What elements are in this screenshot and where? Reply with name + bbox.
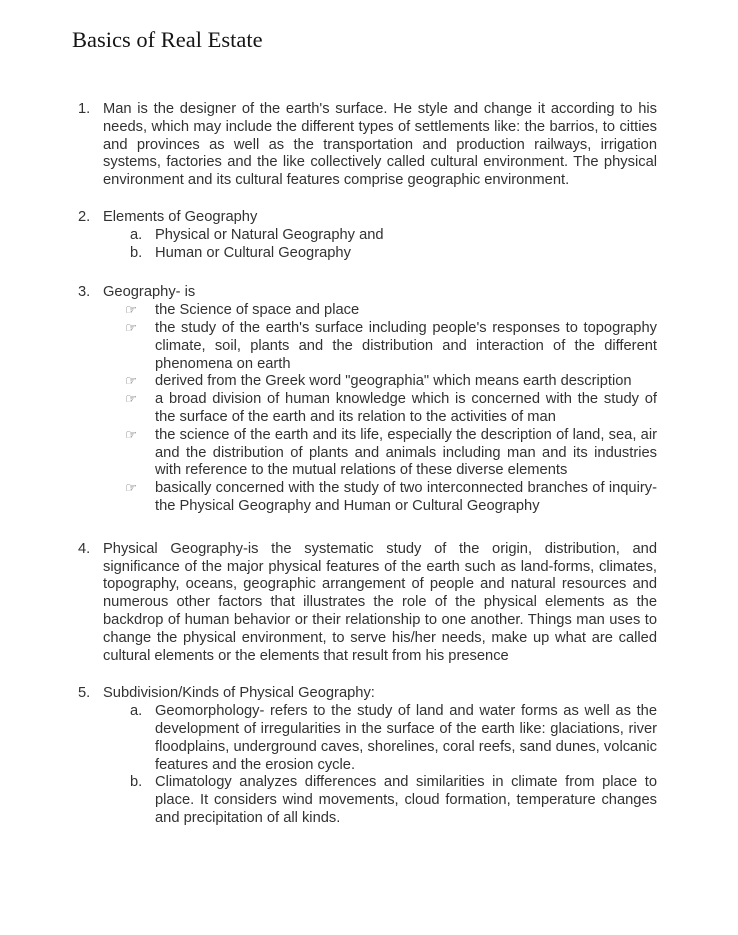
item-number: 4. [78, 540, 91, 557]
bullet-text: derived from the Greek word "geographia" which means earth description [155, 373, 632, 390]
pointing-hand-icon: ☞ [124, 392, 138, 408]
pointing-hand-icon: ☞ [124, 481, 138, 497]
item-number: 3. [78, 284, 91, 301]
numbered-list [78, 101, 657, 828]
list-item-5 [78, 685, 657, 827]
item-text: Subdivision/Kinds of Physical Geography: [103, 685, 375, 702]
item-number: 1. [78, 101, 91, 117]
subitem-text: Geomorphology- refers to the study of land and water forms as well as the development of irregularities in the surface of the earth like: glaciations, river floodplains, underground caves, shorelines, coral reefs, sand dunes, volcanic features and the erosion cycle. [155, 703, 657, 773]
hand-bullet-item [103, 427, 657, 480]
subitem-text: Climatology analyzes differences and similarities in climate from place to place. It considers wind movements, cloud formation, temperature changes and precipitation of all kinds. [155, 774, 657, 826]
subitem-label [103, 227, 155, 245]
letter-subitem [103, 703, 657, 774]
item-text: Man is the designer of the earth's surface. He style and change it according to his needs, which may include the different types of settlements like: the barrios, to citties and provinces as well as the transportation and production railways, irrigation systems, factories and the like collectively called cultural environment. The physical environment and its cultural features comprise geographic environment. [103, 101, 657, 189]
subitem-text: Physical or Natural Geography and [155, 226, 384, 243]
bullet-marker [103, 391, 155, 427]
list-item-2 [78, 209, 657, 262]
hand-bullet-item [103, 480, 657, 516]
pointing-hand-icon: ☞ [124, 320, 138, 336]
item-text: Geography- is [103, 284, 196, 301]
list-item-4 [78, 541, 657, 666]
pointing-hand-icon: ☞ [124, 303, 138, 319]
item-number: 2. [78, 208, 91, 225]
item-number: 5. [78, 685, 91, 702]
item-content [103, 541, 657, 666]
pointing-hand-icon: ☞ [124, 374, 138, 390]
item-text: Physical Geography-is the systematic study of the origin, distribution, and significance of the major physical features of the earth such as land-forms, climates, topography, oceans, geographic arrangement of people and natural resources and numerous other factors that illustrates the role of the physical elements as the backdrop of human behavior or their relationship to one another. Things man uses to change the physical environment, to serve his/her needs, make up what are called cultural elements or the elements that result from his presence [103, 540, 657, 664]
letter-subitem [103, 774, 657, 827]
subitem-label-text: b. [130, 774, 143, 791]
subitem-label [103, 245, 155, 263]
item-content [103, 685, 657, 827]
document-title: Basics of Real Estate [72, 27, 263, 52]
item-content [103, 209, 657, 262]
subitem-label [103, 774, 155, 827]
bullet-marker [103, 320, 155, 373]
bullet-text: the study of the earth's surface including people's responses to topography climate, soil, plants and the distribution and interaction of the different phenomena on earth [155, 319, 657, 372]
item-content [103, 101, 657, 190]
bullet-text: the science of the earth and its life, especially the description of land, sea, air and the distribution of plants and animals including man and its industries with reference to the mutual relations of these diverse elements [155, 426, 657, 479]
hand-bullet-item [103, 391, 657, 427]
hand-bullet-item [103, 302, 657, 320]
bullet-marker [103, 427, 155, 480]
subitem-label-text: a. [130, 226, 143, 243]
letter-subitem [103, 245, 657, 263]
item-content [103, 284, 657, 515]
bullet-text: a broad division of human knowledge which is concerned with the study of the surface of the earth and its relation to the activities of man [155, 391, 657, 425]
bullet-marker [103, 480, 155, 516]
item-text: Elements of Geography [103, 208, 258, 225]
bullet-text: basically concerned with the study of two interconnected branches of inquiry- the Physical Geography and Human or Cultural Geography [155, 480, 657, 514]
bullet-marker [103, 373, 155, 391]
pointing-hand-icon: ☞ [124, 427, 138, 443]
bullet-text: the Science of space and place [155, 302, 360, 319]
bullet-marker [103, 302, 155, 320]
hand-bullet-item [103, 373, 657, 391]
list-item-1 [78, 101, 657, 190]
subitem-label-text: b. [130, 244, 143, 261]
subitem-label [103, 703, 155, 774]
subitem-text: Human or Cultural Geography [155, 244, 351, 261]
list-item-3 [78, 284, 657, 515]
letter-subitem [103, 227, 657, 245]
subitem-label-text: a. [130, 703, 143, 720]
hand-bullet-item [103, 320, 657, 373]
